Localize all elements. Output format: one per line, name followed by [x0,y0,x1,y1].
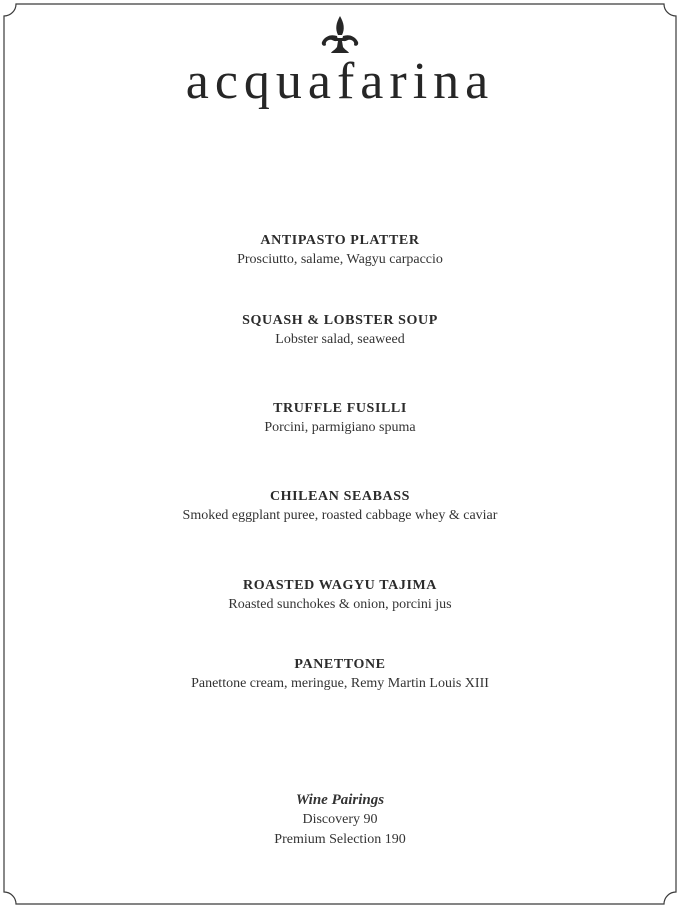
restaurant-logo [0,14,680,108]
course-pasta [0,400,680,438]
fleur-de-lis-icon [318,14,362,56]
course-antipasto [0,232,680,270]
wine-option: Discovery 90 [302,812,378,827]
course-meat [0,577,680,615]
course-dessert [0,656,680,694]
wine-pairings [0,790,680,850]
course-fish [0,488,680,526]
course-name: ANTIPASTO PLATTER [260,233,420,248]
course-name: CHILEAN SEABASS [269,489,411,504]
course-description: Smoked eggplant puree, roasted cabbage whey & caviar [182,508,498,523]
restaurant-name: acquafarina [185,53,495,110]
course-description: Lobster salad, seaweed [275,332,405,347]
course-name: ROASTED WAGYU TAJIMA [242,578,438,593]
course-name: PANETTONE [294,657,386,672]
course-description: Prosciutto, salame, Wagyu carpaccio [237,252,443,267]
course-name: TRUFFLE FUSILLI [273,401,407,416]
course-description: Porcini, parmigiano spuma [264,420,416,435]
course-description: Roasted sunchokes & onion, porcini jus [228,597,452,612]
course-soup [0,312,680,350]
course-name: SQUASH & LOBSTER SOUP [242,313,438,328]
course-description: Panettone cream, meringue, Remy Martin Louis XIII [191,676,489,691]
wine-pairings-title: Wine Pairings [295,792,385,808]
wine-option: Premium Selection 190 [274,832,406,847]
